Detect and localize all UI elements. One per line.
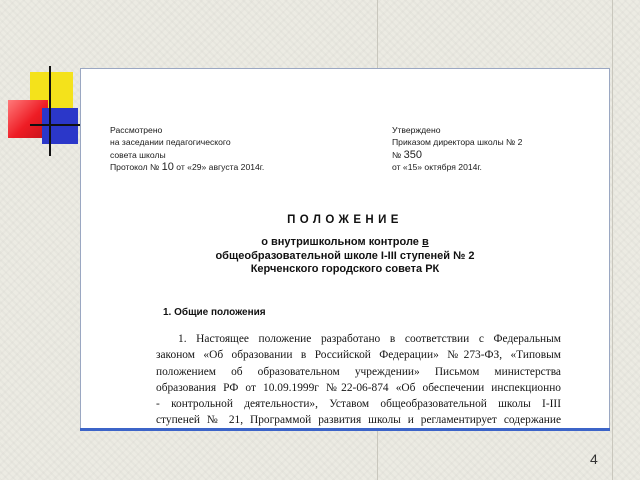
order-number-line (392, 149, 522, 161)
body-paragraph (156, 331, 561, 429)
background-guide-line (612, 0, 613, 480)
approved-label: Утверждено (392, 125, 441, 135)
subtitle-line-1-tail: в (421, 236, 429, 248)
subtitle-line-1-main: о внутришкольном контроле (261, 236, 422, 248)
subtitle-line-3: Керченского городского совета РК (250, 263, 440, 275)
paragraph-line: ступеней № 21, Программой развития школы и регламентирует содержание (156, 414, 561, 427)
protocol-date: от «29» августа 2014г. (176, 161, 265, 172)
subtitle-line-1 (81, 236, 609, 250)
paragraph-line: положением об образовательном учреждении» Письмом министерства (156, 365, 561, 378)
decorative-vertical-bar (49, 66, 51, 156)
frame-accent-bar (80, 428, 610, 431)
document-title: ПОЛОЖЕНИЕ (287, 214, 403, 226)
approval-block-right (392, 124, 522, 173)
document-scan-frame (80, 68, 610, 430)
order-date: от «15» октября 2014г. (392, 161, 482, 172)
protocol-number: 10 (161, 160, 174, 173)
paragraph-line: - контрольной деятельности», Уставом общеобразовательной школы I-III (156, 398, 561, 411)
order-number: 350 (403, 148, 422, 161)
document-page (81, 69, 609, 429)
approval-block-left (110, 124, 264, 173)
order-line: Приказом директора школы № 2 (392, 137, 523, 148)
subtitle-line-2: общеобразовательной школе I-III ступеней № 2 (215, 249, 475, 262)
protocol-line (110, 161, 264, 173)
meeting-line: на заседании педагогического (110, 137, 231, 148)
council-line: совета школы (110, 149, 166, 160)
decorative-horizontal-bar (30, 124, 86, 126)
document-subtitle (81, 236, 609, 277)
paragraph-line: 1. Настоящее положение разработано в соответствии с Федеральным (178, 333, 561, 345)
order-prefix: № (392, 149, 402, 160)
section-heading: 1. Общие положения (163, 307, 266, 318)
considered-label: Рассмотрено (110, 125, 163, 135)
paragraph-line: законом «Об образовании в Российской Федерации» №273-ФЗ, «Типовым (156, 349, 561, 362)
protocol-prefix: Протокол № (110, 161, 160, 172)
slide-page-number: 4 (590, 451, 598, 467)
paragraph-line: образования РФ от 10.09.1999г №22-06-874 «Об обеспечении инспекционно (156, 381, 561, 394)
decorative-blue-square (42, 108, 78, 144)
